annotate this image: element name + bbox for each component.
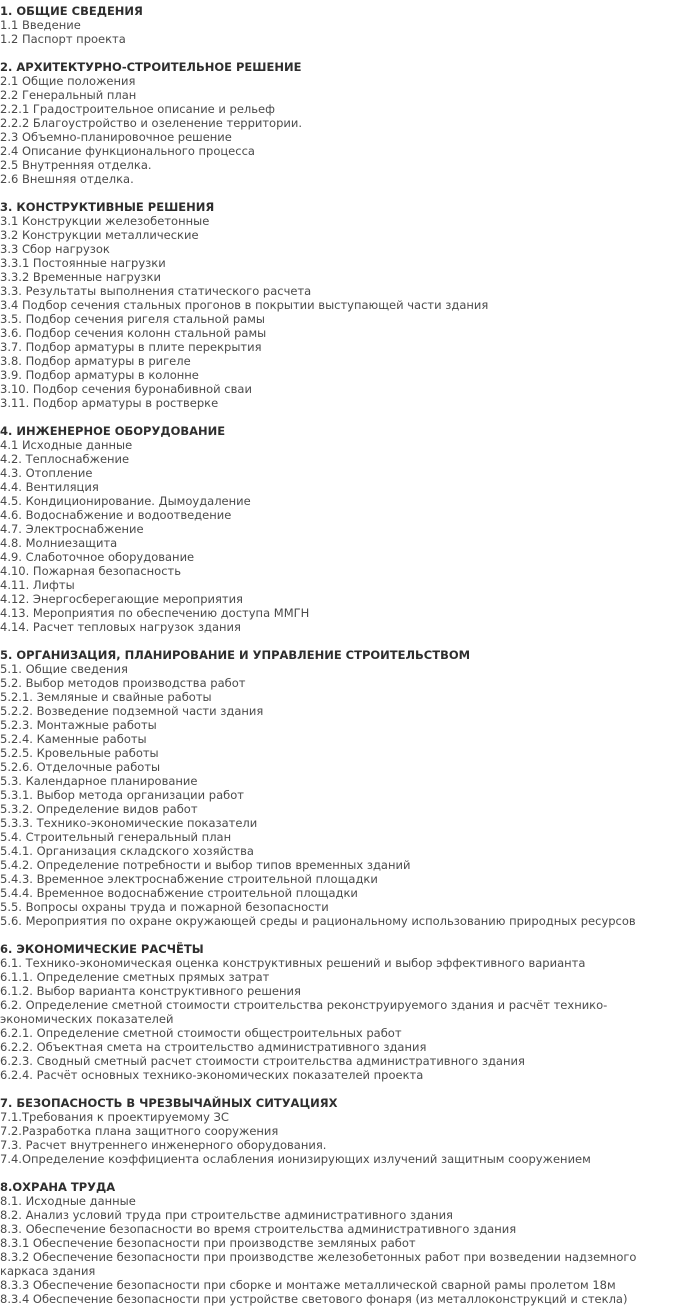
toc-item: 1.2 Паспорт проекта <box>0 32 126 46</box>
toc-item: 8.3.4 Обеспечение безопасности при устройстве светового фонаря (из металлоконструкций и стекла) <box>0 1292 628 1306</box>
toc-item: 6.1. Технико-экономическая оценка конструктивных решений и выбор эффективного варианта <box>0 956 586 970</box>
toc-item: 6.2.2. Объектная смета на строительство административного здания <box>0 1040 427 1054</box>
toc-item: 2.4 Описание функционального процесса <box>0 144 255 158</box>
toc-item: 2.2 Генеральный план <box>0 88 137 102</box>
toc-item: 5.2.1. Земляные и свайные работы <box>0 690 212 704</box>
toc-item: 8.3.3 Обеспечение безопасности при сборке и монтаже металлической сварной рамы пролетом 18м <box>0 1278 616 1292</box>
toc-item: 5.3.3. Технико-экономические показатели <box>0 816 258 830</box>
toc-item: 6.1.1. Определение сметных прямых затрат <box>0 970 270 984</box>
toc-item: 6.2. Определение сметной стоимости строительства реконструируемого здания и расчёт технико-экономических показателей <box>0 998 608 1026</box>
toc-item: 5.2. Выбор методов производства работ <box>0 676 246 690</box>
toc-item: 4.10. Пожарная безопасность <box>0 564 182 578</box>
toc-item: 4.3. Отопление <box>0 466 93 480</box>
toc-item: 8.3. Обеспечение безопасности во время строительства административного здания <box>0 1222 517 1236</box>
toc-item: 5.2.4. Каменные работы <box>0 732 147 746</box>
section-title: 6. ЭКОНОМИЧЕСКИЕ РАСЧЁТЫ <box>0 942 204 956</box>
toc-item: 8.1. Исходные данные <box>0 1194 136 1208</box>
toc-item: 3.3 Сбор нагрузок <box>0 242 110 256</box>
toc-item: 2.5 Внутренняя отделка. <box>0 158 152 172</box>
toc-item: 5.5. Вопросы охраны труда и пожарной безопасности <box>0 900 329 914</box>
section-title: 4. ИНЖЕНЕРНОЕ ОБОРУДОВАНИЕ <box>0 424 226 438</box>
toc-item: 4.1 Исходные данные <box>0 438 133 452</box>
section-title: 7. БЕЗОПАСНОСТЬ В ЧРЕЗВЫЧАЙНЫХ СИТУАЦИЯХ <box>0 1096 338 1110</box>
toc-item: 3.1 Конструкции железобетонные <box>0 214 210 228</box>
toc-item: 4.6. Водоснабжение и водоотведение <box>0 508 232 522</box>
toc-item: 5.6. Мероприятия по охране окружающей среды и рациональному использованию природных ресурсов <box>0 914 636 928</box>
toc-item: 4.4. Вентиляция <box>0 480 99 494</box>
toc-section <box>0 648 700 928</box>
toc-item: 3.5. Подбор сечения ригеля стальной рамы <box>0 312 265 326</box>
toc-item: 5.1. Общие сведения <box>0 662 128 676</box>
toc-item: 4.2. Теплоснабжение <box>0 452 130 466</box>
toc-item: 5.4.1. Организация складского хозяйства <box>0 844 254 858</box>
toc-item: 2.6 Внешняя отделка. <box>0 172 134 186</box>
toc-item: 3.3.2 Временные нагрузки <box>0 270 162 284</box>
toc-item: 3.6. Подбор сечения колонн стальной рамы <box>0 326 267 340</box>
toc-item: 5.4. Строительный генеральный план <box>0 830 232 844</box>
toc-section <box>0 4 700 46</box>
toc-item: 4.5. Кондиционирование. Дымоудаление <box>0 494 251 508</box>
toc-item: 5.2.3. Монтажные работы <box>0 718 157 732</box>
toc-section <box>0 60 700 186</box>
toc-item: 5.4.4. Временное водоснабжение строительной площадки <box>0 886 358 900</box>
toc-item: 6.2.1. Определение сметной стоимости общестроительных работ <box>0 1026 402 1040</box>
toc-item: 7.4.Определение коэффициента ослабления ионизирующих излучений защитным сооружением <box>0 1152 591 1166</box>
toc-item: 2.2.2 Благоустройство и озеленение территории. <box>0 116 302 130</box>
toc-item: 3.3.1 Постоянные нагрузки <box>0 256 166 270</box>
toc-item: 5.3.1. Выбор метода организации работ <box>0 788 244 802</box>
toc-item: 5.2.2. Возведение подземной части здания <box>0 704 264 718</box>
toc-item: 3.9. Подбор арматуры в колонне <box>0 368 199 382</box>
toc-item: 4.14. Расчет тепловых нагрузок здания <box>0 620 241 634</box>
toc-item: 7.1.Требования к проектируемому ЗС <box>0 1110 229 1124</box>
toc-item: 3.3. Результаты выполнения статического расчета <box>0 284 312 298</box>
toc-item: 3.7. Подбор арматуры в плите перекрытия <box>0 340 262 354</box>
toc-item: 7.3. Расчет внутреннего инженерного оборудования. <box>0 1138 327 1152</box>
toc-item: 3.8. Подбор арматуры в ригеле <box>0 354 191 368</box>
toc-item: 1.1 Введение <box>0 18 81 32</box>
toc-section <box>0 1096 700 1166</box>
toc-item: 6.1.2. Выбор варианта конструктивного решения <box>0 984 301 998</box>
toc-item: 8.3.2 Обеспечение безопасности при производстве железобетонных работ при возведении надземного каркаса здания <box>0 1250 637 1278</box>
toc-item: 6.2.4. Расчёт основных технико-экономических показателей проекта <box>0 1068 424 1082</box>
toc-item: 5.2.6. Отделочные работы <box>0 760 161 774</box>
toc-item: 3.11. Подбор арматуры в ростверке <box>0 396 219 410</box>
toc-item: 7.2.Разработка плана защитного сооружения <box>0 1124 279 1138</box>
toc-item: 3.2 Конструкции металлические <box>0 228 199 242</box>
toc-item: 5.3.2. Определение видов работ <box>0 802 198 816</box>
toc-item: 5.2.5. Кровельные работы <box>0 746 159 760</box>
toc-item: 4.8. Молниезащита <box>0 536 118 550</box>
toc-item: 2.2.1 Градостроительное описание и рельеф <box>0 102 275 116</box>
section-title: 1. ОБЩИЕ СВЕДЕНИЯ <box>0 4 143 18</box>
toc-item: 4.9. Слаботочное оборудование <box>0 550 195 564</box>
toc-item: 4.7. Электроснабжение <box>0 522 144 536</box>
toc-item: 2.1 Общие положения <box>0 74 136 88</box>
toc-section <box>0 1180 700 1306</box>
toc-item: 3.10. Подбор сечения буронабивной сваи <box>0 382 252 396</box>
toc-item: 6.2.3. Сводный сметный расчет стоимости строительства административного здания <box>0 1054 525 1068</box>
toc-item: 4.13. Мероприятия по обеспечению доступа ММГН <box>0 606 310 620</box>
toc-item: 5.3. Календарное планирование <box>0 774 198 788</box>
toc-item: 3.4 Подбор сечения стальных прогонов в покрытии выступающей части здания <box>0 298 489 312</box>
toc-item: 8.2. Анализ условий труда при строительстве административного здания <box>0 1208 453 1222</box>
toc-section <box>0 942 700 1082</box>
toc-section <box>0 200 700 410</box>
toc-item: 8.3.1 Обеспечение безопасности при производстве земляных работ <box>0 1236 416 1250</box>
section-title: 5. ОРГАНИЗАЦИЯ, ПЛАНИРОВАНИЕ И УПРАВЛЕНИЕ СТРОИТЕЛЬСТВОМ <box>0 648 471 662</box>
toc-section <box>0 424 700 634</box>
toc-item: 2.3 Объемно-планировочное решение <box>0 130 232 144</box>
section-title: 3. КОНСТРУКТИВНЫЕ РЕШЕНИЯ <box>0 200 215 214</box>
section-title: 2. АРХИТЕКТУРНО-СТРОИТЕЛЬНОЕ РЕШЕНИЕ <box>0 60 302 74</box>
section-title: 8.ОХРАНА ТРУДА <box>0 1180 116 1194</box>
toc-item: 5.4.3. Временное электроснабжение строительной площадки <box>0 872 378 886</box>
toc-item: 5.4.2. Определение потребности и выбор типов временных зданий <box>0 858 411 872</box>
toc-item: 4.12. Энергосберегающие мероприятия <box>0 592 243 606</box>
toc-item: 4.11. Лифты <box>0 578 75 592</box>
